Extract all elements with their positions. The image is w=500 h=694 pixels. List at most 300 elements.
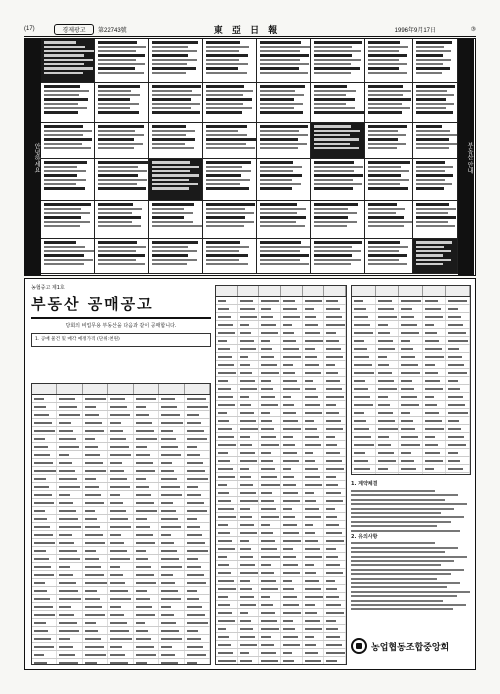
table-cell [32, 443, 57, 450]
ad-text-line [98, 161, 148, 164]
table-cell [259, 545, 281, 552]
table-cell [108, 659, 133, 665]
table-cell [281, 449, 303, 456]
table-cell [324, 601, 346, 608]
table-cell [216, 601, 238, 608]
table-cell [32, 395, 57, 402]
ad-text-line [44, 46, 85, 48]
table-row [216, 489, 346, 497]
ad-text-line [368, 143, 406, 145]
ad-text-line [368, 179, 409, 181]
ad-text-line [416, 250, 451, 252]
table-cell [324, 585, 346, 592]
table-cell [185, 619, 210, 626]
table-header-cell [423, 286, 447, 296]
ad-block [311, 83, 365, 123]
ad-text-line [416, 203, 449, 206]
table-cell [303, 537, 325, 544]
ad-text-line [314, 107, 355, 109]
table-row [32, 651, 210, 659]
table-cell [376, 417, 400, 424]
table-cell [259, 377, 281, 384]
ad-text-line [368, 166, 401, 168]
ad-text-line [44, 63, 84, 65]
table-cell [32, 595, 57, 602]
ad-text-line [44, 85, 80, 88]
table-cell [134, 451, 159, 458]
table-cell [446, 465, 470, 472]
ad-text-line [44, 221, 90, 223]
table-cell [185, 523, 210, 530]
table-cell [108, 635, 133, 642]
table-cell [83, 547, 108, 554]
table-cell [134, 435, 159, 442]
table-cell [83, 531, 108, 538]
table-cell [159, 483, 184, 490]
table-cell [57, 411, 82, 418]
table-cell [108, 523, 133, 530]
table-cell [57, 539, 82, 546]
ad-block [257, 201, 311, 239]
table-cell [108, 403, 133, 410]
ad-block [149, 201, 203, 239]
ad-text-line [260, 59, 300, 61]
ad-text-line [368, 208, 405, 210]
table-row [216, 401, 346, 409]
ad-text-line [206, 98, 252, 101]
table-cell [159, 659, 184, 665]
table-cell [159, 395, 184, 402]
table-cell [303, 609, 325, 616]
table-cell [376, 353, 400, 360]
table-cell [32, 403, 57, 410]
ad-text-line [416, 246, 444, 248]
table-cell [238, 441, 260, 448]
page-header [24, 22, 476, 37]
ad-text-line [206, 208, 245, 210]
table-cell [57, 403, 82, 410]
ad-text-line [416, 170, 445, 172]
table-cell [238, 569, 260, 576]
table-cell [259, 313, 281, 320]
table-cell [352, 441, 376, 448]
side-band-left: 안녕하세요 [25, 39, 41, 276]
ad-text-line [314, 90, 356, 92]
ad-text-line [206, 41, 240, 44]
table-header-cell [303, 286, 325, 296]
ad-text-line [152, 103, 200, 105]
table-cell [32, 619, 57, 626]
ad-text-line [416, 212, 448, 214]
ad-text-line [152, 147, 194, 149]
table-cell [108, 435, 133, 442]
table-cell [134, 587, 159, 594]
property-table-3 [351, 285, 471, 475]
table-cell [32, 563, 57, 570]
table-cell [399, 449, 423, 456]
table-cell [83, 395, 108, 402]
ad-text-line [416, 59, 451, 61]
table-cell [83, 539, 108, 546]
table-cell [423, 401, 447, 408]
ad-text-line [44, 67, 93, 70]
table-cell [108, 483, 133, 490]
table-cell [108, 467, 133, 474]
table-row [32, 603, 210, 611]
ad-text-line [368, 138, 398, 141]
table-row [352, 425, 470, 433]
table-cell [281, 377, 303, 384]
ad-text-line [206, 254, 248, 257]
ad-text-line [44, 170, 86, 172]
ad-text-line [206, 125, 247, 128]
ad-text-line [260, 67, 299, 70]
table-row [32, 531, 210, 539]
table-cell [238, 561, 260, 568]
table-cell [159, 555, 184, 562]
table-cell [399, 321, 423, 328]
ad-block [95, 159, 149, 201]
ad-text-line [98, 216, 141, 219]
table-cell [324, 537, 346, 544]
table-cell [238, 585, 260, 592]
table-cell [281, 529, 303, 536]
table-cell [423, 337, 447, 344]
table-cell [324, 553, 346, 560]
ad-text-line [152, 259, 197, 261]
table-cell [216, 457, 238, 464]
table-cell [281, 641, 303, 648]
ad-text-line [44, 166, 77, 168]
table-cell [324, 617, 346, 624]
table-row [32, 459, 210, 467]
table-cell [32, 635, 57, 642]
table-cell [303, 345, 325, 352]
ad-text-line [314, 41, 362, 44]
table-cell [185, 507, 210, 514]
table-cell [216, 521, 238, 528]
table-cell [303, 505, 325, 512]
table-row [216, 561, 346, 569]
ad-text-line [206, 59, 239, 61]
table-cell [303, 521, 325, 528]
table-cell [281, 321, 303, 328]
ad-text-line [368, 246, 408, 248]
ad-text-line [368, 203, 397, 206]
table-row [32, 451, 210, 459]
table-cell [303, 329, 325, 336]
text-line [351, 494, 458, 496]
text-line [351, 556, 467, 558]
table-cell [399, 337, 423, 344]
ad-text-line [314, 241, 362, 244]
ad-text-line [44, 94, 79, 96]
table-row [216, 649, 346, 657]
table-cell [303, 297, 325, 304]
table-cell [108, 443, 133, 450]
table-row [216, 529, 346, 537]
ad-text-line [368, 41, 400, 44]
table-cell [324, 441, 346, 448]
table-row [216, 609, 346, 617]
page-number: ③ [470, 26, 476, 33]
ad-text-line [98, 225, 141, 227]
ad-text-line [416, 103, 454, 105]
table-cell [324, 633, 346, 640]
table-cell [352, 409, 376, 416]
table-cell [216, 489, 238, 496]
ad-text-line [206, 67, 238, 70]
table-cell [216, 657, 238, 664]
table-cell [83, 643, 108, 650]
ad-block [257, 123, 311, 159]
table-header-cell [108, 384, 133, 394]
table-cell [423, 449, 447, 456]
table-cell [159, 531, 184, 538]
ad-text-line [206, 111, 242, 114]
ad-text-line [152, 125, 186, 128]
table-cell [57, 443, 82, 450]
ad-text-line [314, 94, 346, 96]
table-cell [281, 393, 303, 400]
ad-text-line [416, 138, 449, 141]
ad-text-line [368, 170, 409, 172]
table-cell [216, 577, 238, 584]
table-cell [303, 425, 325, 432]
table-cell [185, 595, 210, 602]
table-cell [216, 377, 238, 384]
table-cell [108, 563, 133, 570]
ad-text-line [152, 161, 190, 164]
table-row [216, 457, 346, 465]
table-cell [303, 449, 325, 456]
ad-text-line [206, 143, 246, 145]
ad-block [365, 83, 413, 123]
table-cell [259, 465, 281, 472]
ad-text-line [152, 134, 186, 136]
table-cell [134, 603, 159, 610]
table-cell [324, 353, 346, 360]
table-header [352, 286, 470, 297]
table-cell [238, 457, 260, 464]
table-cell [134, 555, 159, 562]
table-cell [238, 593, 260, 600]
ad-text-line [368, 90, 411, 92]
ad-text-line [416, 241, 452, 244]
ad-block [257, 39, 311, 83]
table-cell [185, 531, 210, 538]
ad-text-line [368, 212, 396, 214]
ad-block [95, 39, 149, 83]
table-cell [423, 305, 447, 312]
ad-text-line [260, 174, 302, 177]
table-cell [32, 659, 57, 665]
text-line [351, 569, 464, 571]
table-cell [303, 433, 325, 440]
table-cell [185, 483, 210, 490]
table-cell [399, 297, 423, 304]
table-cell [281, 417, 303, 424]
org-name: 농업협동조합중앙회 [371, 642, 450, 653]
table-cell [57, 451, 82, 458]
table-cell [324, 529, 346, 536]
table-cell [281, 537, 303, 544]
table-cell [259, 505, 281, 512]
ad-text-line [314, 212, 357, 214]
ad-text-line [152, 241, 198, 244]
text-line [351, 551, 445, 553]
table-cell [216, 625, 238, 632]
table-cell [159, 435, 184, 442]
table-cell [446, 345, 470, 352]
table-cell [32, 611, 57, 618]
table-row [216, 353, 346, 361]
ad-text-line [44, 183, 76, 185]
table-cell [238, 609, 260, 616]
table-cell [446, 393, 470, 400]
table-cell [32, 539, 57, 546]
table-cell [303, 377, 325, 384]
ad-block [365, 239, 413, 274]
ad-text-line [98, 94, 140, 96]
ad-text-line [152, 111, 200, 114]
ad-text-line [44, 59, 93, 61]
table-header-cell [446, 286, 470, 296]
table-row [32, 427, 210, 435]
table-cell [238, 649, 260, 656]
table-cell [281, 505, 303, 512]
ad-text-line [152, 216, 184, 219]
ad-text-line [98, 85, 140, 88]
ad-block [413, 39, 458, 83]
ad-text-line [260, 107, 294, 109]
table-cell [352, 433, 376, 440]
terms-heading-notes: 2. 유의사항 [351, 533, 378, 540]
text-line [351, 586, 447, 588]
table-row [352, 345, 470, 353]
ad-text-line [260, 54, 309, 57]
org-logo [351, 635, 471, 657]
ad-text-line [314, 254, 352, 257]
table-cell [281, 609, 303, 616]
ad-text-line [98, 208, 142, 210]
table-cell [324, 497, 346, 504]
table-cell [159, 619, 184, 626]
table-row [216, 409, 346, 417]
ad-text-line [368, 98, 411, 101]
table-row [216, 593, 346, 601]
ad-text-line [152, 46, 188, 48]
ad-text-line [44, 111, 78, 114]
ad-text-line [98, 111, 139, 114]
table-row [216, 377, 346, 385]
ad-text-line [206, 94, 243, 96]
ad-text-line [368, 263, 407, 265]
table-cell [423, 385, 447, 392]
ad-text-line [152, 59, 197, 61]
ad-text-line [314, 138, 359, 141]
table-cell [446, 369, 470, 376]
table-cell [108, 603, 133, 610]
table-cell [238, 361, 260, 368]
table-row [32, 547, 210, 555]
notice-subtitle: 당회의 비업무용 부동산을 다음과 같이 공매합니다. [65, 323, 177, 329]
table-cell [216, 369, 238, 376]
table-cell [216, 505, 238, 512]
table-cell [238, 505, 260, 512]
table-cell [57, 627, 82, 634]
table-cell [376, 361, 400, 368]
table-row [216, 625, 346, 633]
ad-text-line [368, 46, 408, 48]
table-cell [238, 337, 260, 344]
ad-block [311, 201, 365, 239]
table-cell [57, 507, 82, 514]
table-cell [134, 651, 159, 658]
table-cell [303, 553, 325, 560]
table-cell [238, 329, 260, 336]
table-cell [57, 547, 82, 554]
ad-text-line [260, 161, 293, 164]
table-row [352, 417, 470, 425]
table-cell [238, 345, 260, 352]
table-cell [134, 515, 159, 522]
table-cell [352, 465, 376, 472]
table-cell [216, 497, 238, 504]
table-cell [303, 625, 325, 632]
ad-text-line [206, 179, 250, 181]
table-cell [108, 595, 133, 602]
ad-text-line [98, 143, 143, 145]
table-cell [83, 411, 108, 418]
ad-text-line [260, 241, 301, 244]
table-cell [216, 513, 238, 520]
auction-notice [24, 278, 476, 670]
table-cell [376, 401, 400, 408]
ad-text-line [152, 54, 188, 57]
table-cell [238, 601, 260, 608]
ad-text-line [152, 130, 195, 132]
ad-text-line [44, 254, 84, 257]
table-cell [281, 649, 303, 656]
table-cell [324, 425, 346, 432]
table-cell [324, 321, 346, 328]
table-cell [303, 481, 325, 488]
table-cell [216, 297, 238, 304]
table-cell [281, 489, 303, 496]
table-cell [324, 609, 346, 616]
table-cell [185, 651, 210, 658]
ad-text-line [44, 250, 94, 252]
table-cell [238, 393, 260, 400]
ad-text-line [260, 203, 297, 206]
table-row [216, 369, 346, 377]
ad-text-line [98, 107, 130, 109]
ad-text-line [44, 241, 76, 244]
table-row [216, 617, 346, 625]
ad-block [413, 239, 458, 274]
text-line [351, 595, 457, 597]
table-row [32, 435, 210, 443]
table-cell [134, 395, 159, 402]
table-cell [281, 361, 303, 368]
table-cell [324, 649, 346, 656]
ad-text-line [98, 254, 145, 257]
ad-block [311, 123, 365, 159]
table-cell [324, 369, 346, 376]
notice-terms-box [31, 333, 211, 347]
table-cell [159, 467, 184, 474]
